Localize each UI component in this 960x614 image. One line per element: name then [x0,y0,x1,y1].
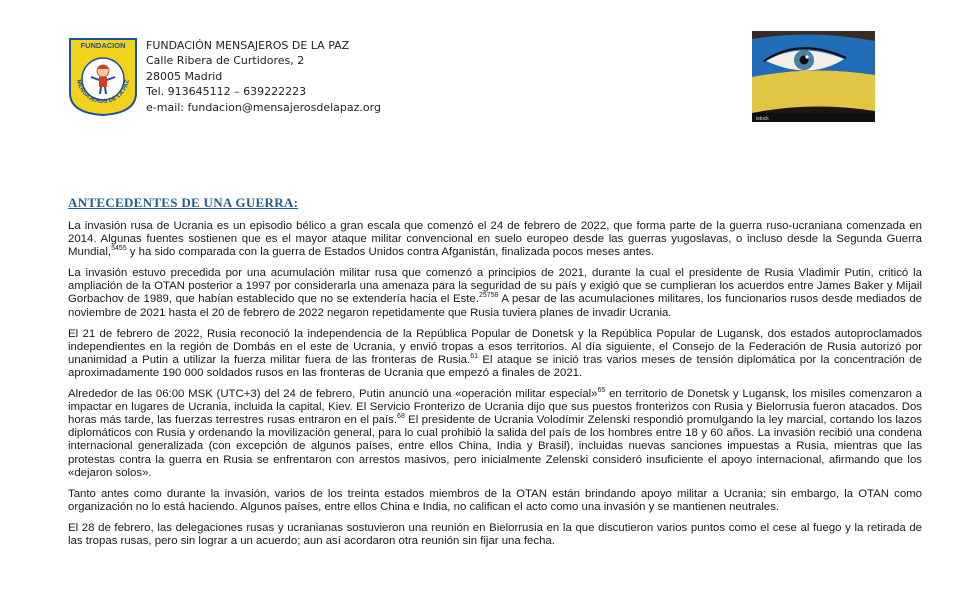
eye-ukraine-flag-photo [752,31,875,122]
eye-flag-icon [752,31,875,122]
organization-phone: Tel. 913645112 – 639222223 [146,85,307,99]
paragraph-2: La invasión estuvo precedida por una acumulación militar rusa que comenzó a principios de 2021, durante la cual el presidente de Rusia Vladimir Putin, criticó la ampliación de la OTAN posterior a 1997 por considerarla una amenaza para la seguridad de su país y exigió que se cumplieran los acuerdos entre James Baker y Mijail Gorbachov de 1989, que habían establecido que no se extendería hacia el Este.$^{25758}$ A pesar de las acumulaciones militares, los funcionarios rusos desde mediados de noviembre de 2021 hasta el 20 de febrero de 2022 negaron repetidamente que Rusia tuviera planes de invadir Ucrania. [68,267,922,319]
logo-emblem-icon [68,37,138,117]
organization-email: e-mail: fundacion@mensajerosdelapaz.org [146,100,381,114]
footnote-ref: 65 [597,387,606,395]
footnote-ref: 68 [397,413,405,421]
paragraph-1: La invasión rusa de Ucrania es un episodio bélico a gran escala que comenzó el 24 de febrero de 2022, que forma parte de la guerra ruso-ucraniana comenzada en 2014. Algunas fuentes sostienen que es el mayor ataque militar convencional en suelo europeo desde las guerras yugoslavas, o incluso desde la Segunda Guerra Mundial,$^{5455}$ y ha sido comparada con la guerra de Estados Unidos contra Afganistán, finalizada pocos meses antes. [68,220,922,259]
photo-caption: istock [756,116,769,122]
paragraph-3: El 21 de febrero de 2022, Rusia reconoció la independencia de la República Popular de Donetsk y la República Popular de Lugansk, dos estados autoproclamados independientes en la región de Dombás en el este de Ucrania, y envió tropas a esos territorios. Al día siguiente, el Consejo de la Federación de Rusia autorizó por unanimidad a Putin a utilizar la fuerza militar fuera de las fronteras de Rusia.$^{61}$ El ataque se inició tras varios meses de tensión diplomática por la concentración de aproximadamente 190 000 soldados rusos en las fronteras de Ucrania que empezó a finales de 2021. [68,327,922,379]
section-heading: ANTECEDENTES DE UNA GUERRA: [68,195,299,210]
footnote-ref: 61 [470,353,478,361]
paragraph-4: Alrededor de las 06:00 MSK (UTC+3) del 24 de febrero, Putin anunció una «operación militar especial»$^{65}$ en territorio de Donetsk y Lugansk, los misiles comenzaron a impactar en lugares de Ucrania, incluida la capital, Kiev. El Servicio Fronterizo de Ucrania dijo que sus puestos fronterizos con Rusia y Bielorrusia fueron atacados. Dos horas más tarde, las fuerzas terrestres rusas entraron en el país.$^{68}$ El presidente de Ucrania Volodímir Zelenski respondió promulgando la ley marcial, cortando los lazos diplomáticos con Rusia y ordenando la movilización general, para lo cual prohibió la salida del país de los hombres entre 18 y 60 años. La invasión recibió una condena internacional generalizada (con excepción de algunos países, entre ellos China, India y Brasil), incluidas nuevas sanciones impuestas a Rusia, mientras que las protestas contra la guerra en Rusia se enfrentaron con arrestos masivos, pero inicialmente Zelenski consideró insuficiente el apoyo internacional, afirmando que los «dejaron solos». [68,387,923,479]
logo-ring-text: MENSAJEROS DE LA PAZ [75,79,131,106]
paragraph-6: El 28 de febrero, las delegaciones rusas y ucranianas sostuvieron una reunión en Bielorrusia en la que discutieron varios puntos como el cese al fuego y la retirada de las tropas rusas, pero sin lograr a un acuerdo; aun así acordaron otra reunión sin fijar una fecha. [68,521,922,547]
organization-city: 28005 Madrid [146,69,223,83]
logo-top-text: FUNDACION [80,41,126,50]
article-body [68,220,922,556]
organization-info [146,38,381,115]
footnote-ref: 25758 [478,292,499,300]
organization-street: Calle Ribera de Curtidores, 2 [146,54,305,68]
footnote-ref: 5455 [111,245,127,253]
paragraph-5: Tanto antes como durante la invasión, varios de los treinta estados miembros de la OTAN están brindando apoyo militar a Ucrania; sin embargo, la OTAN como organización no lo está haciendo. Algunos países, entre ellos China e India, no califican el acto como una invasión y se mantienen neutrales. [68,487,922,513]
foundation-logo [68,37,138,117]
organization-name: FUNDACIÓN MENSAJEROS DE LA PAZ [146,39,350,52]
